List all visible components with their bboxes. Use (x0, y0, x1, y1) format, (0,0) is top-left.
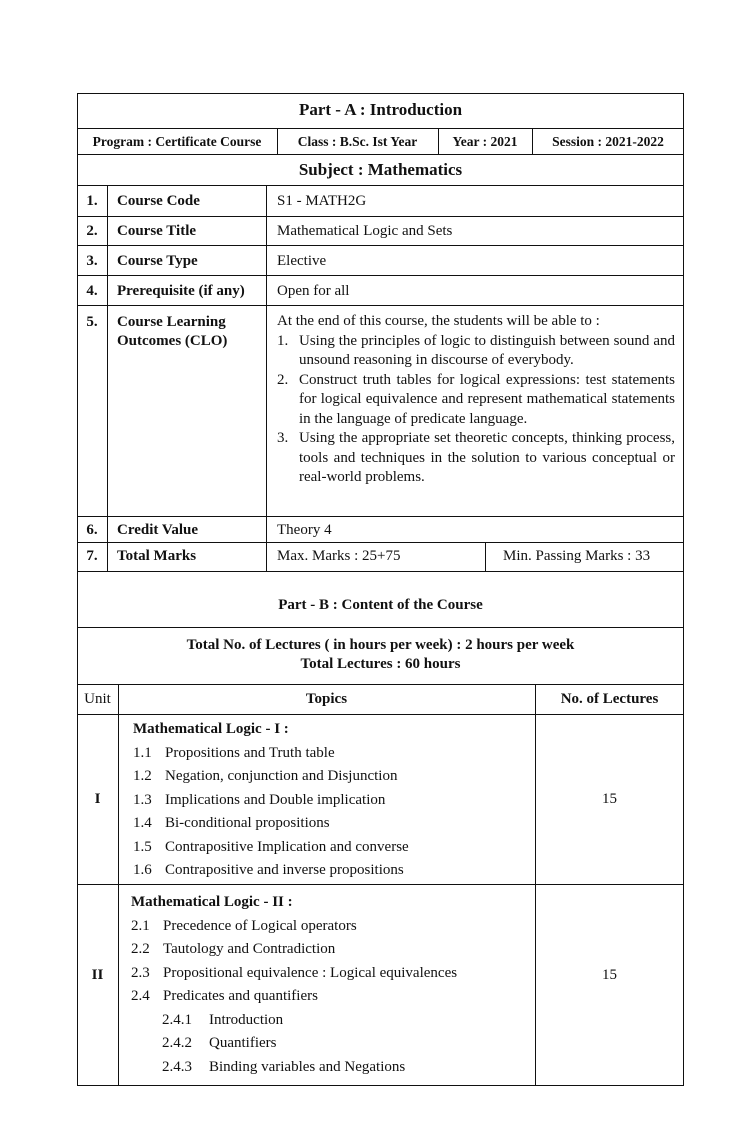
subtopic-number: 2.4.3 (162, 1058, 192, 1075)
min-passing-marks: Min. Passing Marks : 33 (503, 548, 651, 564)
topic-item (133, 789, 409, 813)
unit-number: I (94, 791, 101, 807)
total-marks-label: Total Marks (117, 548, 197, 564)
row-number: 4. (86, 283, 98, 299)
credit-value-value: Theory 4 (277, 522, 332, 538)
topic-item (131, 985, 457, 1009)
divider (77, 185, 684, 186)
unit-heading: Mathematical Logic - II : (131, 894, 293, 910)
topic-number: 2.1 (131, 917, 150, 934)
topic-text: Contrapositive Implication and converse (165, 838, 409, 855)
clo-item-text: Using the principles of logic to distinguish between sound and unsound reasoning in discourse of everybody. (299, 332, 675, 368)
max-marks: Max. Marks : 25+75 (277, 548, 401, 564)
divider (485, 542, 486, 571)
lectures-header: No. of Lectures (560, 691, 659, 707)
divider (77, 571, 684, 572)
unit-topics (131, 891, 457, 1079)
clo-item-number: 2. (277, 371, 289, 388)
topic-number: 1.3 (133, 791, 152, 808)
divider (77, 305, 684, 306)
topic-text: Contrapositive and inverse propositions (165, 862, 404, 878)
prerequisite-value: Open for all (277, 283, 350, 299)
subtopic-number: 2.4.2 (162, 1035, 192, 1051)
topic-item (131, 915, 457, 939)
topic-number: 1.5 (133, 838, 152, 855)
subtopic-item (131, 1009, 457, 1033)
divider (77, 884, 684, 885)
clo-item-text: Using the appropriate set theoretic concepts, thinking process, tools and techniques in the solution to various conceptual or real-world problems. (299, 430, 675, 485)
course-code-label: Course Code (117, 193, 200, 209)
course-title-label: Course Title (117, 223, 197, 239)
topic-text: Propositions and Truth table (165, 744, 335, 761)
subject-heading: Subject : Mathematics (298, 160, 463, 179)
unit-topics (133, 718, 409, 883)
subtopic-item (131, 1032, 457, 1056)
divider (77, 128, 684, 129)
topic-text: Precedence of Logical operators (163, 917, 357, 934)
row-number: 3. (86, 253, 98, 269)
total-lectures: Total Lectures : 60 hours (300, 656, 461, 672)
topic-number: 2.2 (131, 941, 150, 957)
clo-item (277, 371, 675, 430)
part-b-title: Part - B : Content of the Course (278, 597, 483, 613)
divider (77, 684, 684, 685)
clo-item-number: 3. (277, 430, 289, 446)
clo-item (277, 429, 675, 488)
subtopic-number: 2.4.1 (162, 1011, 192, 1028)
part-a-title: Part - A : Introduction (298, 100, 463, 119)
course-title-value: Mathematical Logic and Sets (277, 223, 453, 239)
unit-number: II (91, 967, 104, 983)
topic-text: Tautology and Contradiction (163, 941, 336, 957)
subtopic-text: Binding variables and Negations (209, 1058, 406, 1075)
topic-item (133, 742, 409, 766)
row-number: 6. (86, 522, 98, 538)
divider (118, 684, 119, 1086)
divider (77, 275, 684, 276)
divider (77, 516, 684, 517)
unit-lectures: 15 (602, 967, 617, 983)
unit-header: Unit (84, 691, 111, 707)
divider (107, 185, 108, 571)
topic-item (133, 836, 409, 860)
lectures-per-week: Total No. of Lectures ( in hours per week) : 2 hours per week (186, 637, 575, 653)
divider (77, 714, 684, 715)
row-number: 7. (86, 548, 98, 564)
divider (77, 542, 684, 543)
program-label: Program : Certificate Course (92, 134, 262, 149)
clo-label: Outcomes (CLO) (117, 333, 228, 349)
divider (535, 684, 536, 1086)
clo-content (277, 312, 675, 488)
topic-item (133, 812, 409, 836)
course-code-value: S1 - MATH2G (277, 193, 367, 209)
clo-label: Course Learning (117, 314, 226, 330)
topic-item (133, 765, 409, 789)
topic-number: 1.6 (133, 862, 152, 878)
divider (77, 627, 684, 628)
course-type-value: Elective (277, 253, 327, 269)
subtopic-text: Quantifiers (209, 1035, 277, 1051)
year-label: Year : 2021 (452, 134, 518, 149)
topic-text: Negation, conjunction and Disjunction (165, 768, 398, 784)
topic-number: 1.2 (133, 768, 152, 784)
subtopic-text: Introduction (209, 1011, 284, 1028)
clo-item-text: Construct truth tables for logical expressions: test statements for logical equivalence and represent mathematical statements in the language of predicate language. (299, 371, 675, 427)
unit-lectures: 15 (602, 791, 617, 807)
clo-intro: At the end of this course, the students will be able to : (277, 313, 600, 329)
class-label: Class : B.Sc. Ist Year (297, 134, 418, 149)
divider (77, 245, 684, 246)
clo-item-number: 1. (277, 332, 289, 349)
topic-number: 2.3 (131, 964, 150, 981)
row-number: 1. (86, 193, 98, 209)
topic-item (133, 859, 409, 883)
course-type-label: Course Type (117, 253, 198, 269)
row-number: 2. (86, 223, 98, 239)
topic-number: 1.4 (133, 815, 152, 831)
subtopic-item (131, 1056, 457, 1080)
clo-item (277, 332, 675, 371)
divider (77, 216, 684, 217)
credit-value-label: Credit Value (117, 522, 198, 538)
unit-heading: Mathematical Logic - I : (133, 721, 289, 737)
topic-number: 2.4 (131, 988, 150, 1004)
divider (77, 154, 684, 155)
prerequisite-label: Prerequisite (if any) (117, 283, 245, 299)
topics-header: Topics (305, 691, 348, 707)
topic-item (131, 962, 457, 986)
topic-text: Propositional equivalence : Logical equivalences (163, 964, 458, 981)
divider (266, 185, 267, 571)
topic-text: Implications and Double implication (165, 791, 386, 808)
topic-item (131, 938, 457, 962)
topic-text: Bi-conditional propositions (165, 815, 330, 831)
session-label: Session : 2021-2022 (552, 134, 664, 149)
topic-number: 1.1 (133, 744, 152, 761)
row-number: 5. (86, 314, 98, 330)
topic-text: Predicates and quantifiers (163, 988, 318, 1004)
